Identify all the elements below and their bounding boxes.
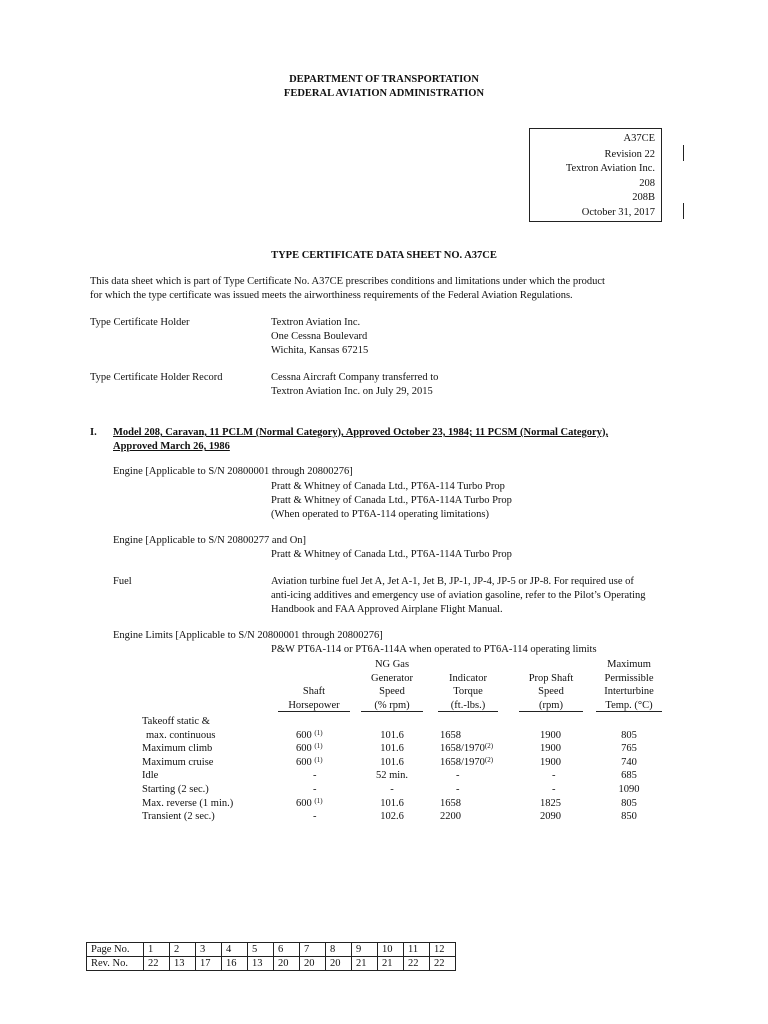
- id-box-number: A37CE: [623, 133, 655, 144]
- engine-limits-subtitle: P&W PT6A-114 or PT6A-114A when operated to PT6A-114 operating limits: [271, 644, 597, 655]
- agency-heading: FEDERAL AVIATION ADMINISTRATION: [283, 88, 485, 99]
- page-number-cell: 4: [222, 943, 248, 957]
- limit-row-ng: 101.6: [380, 730, 404, 741]
- page-number-cell: 1: [144, 943, 170, 957]
- limit-row-torque: [440, 798, 461, 809]
- header-prop: Prop Shaft: [528, 673, 574, 684]
- limit-row-prop: 1900: [540, 730, 561, 741]
- holder-line: Wichita, Kansas 67215: [271, 345, 369, 356]
- header-hp: Horsepower: [278, 700, 350, 712]
- torque-value: 1658/1970: [440, 743, 485, 754]
- limit-row-torque: [440, 730, 461, 741]
- holder-line: Textron Aviation Inc.: [271, 317, 361, 328]
- hp-value: -: [313, 770, 317, 781]
- header-prop: (rpm): [519, 700, 583, 712]
- torque-value: -: [456, 784, 460, 795]
- page-number-cell: 5: [248, 943, 274, 957]
- header-ng: Speed: [379, 686, 405, 697]
- limit-row-torque: [456, 784, 460, 795]
- torque-value: 1658/1970: [440, 757, 485, 768]
- limit-row-temp: 805: [621, 730, 637, 741]
- limit-row-label: Max. reverse (1 min.): [142, 798, 234, 809]
- fuel-line: anti-icing additives and emergency use of aviation gasoline, refer to the Pilot’s Operating: [271, 590, 646, 601]
- revision-number-cell: 13: [170, 957, 196, 971]
- torque-value: 2200: [440, 811, 461, 822]
- revision-number-row: [87, 957, 456, 971]
- header-torque: (ft.-lbs.): [438, 700, 498, 712]
- id-box-date: October 31, 2017: [581, 207, 655, 218]
- limit-row-temp: 805: [621, 798, 637, 809]
- revision-number-cell: 20: [274, 957, 300, 971]
- engine-1-line: (When operated to PT6A-114 operating limitations): [271, 509, 490, 520]
- header-prop: Speed: [538, 686, 564, 697]
- engine-2-label: Engine [Applicable to S/N 20800277 and On]: [113, 535, 307, 546]
- header-temp: Temp. (°C): [596, 700, 662, 712]
- limit-row-hp: [313, 811, 317, 822]
- limit-row-label: Takeoff static &: [142, 716, 210, 727]
- certificate-id-box: [529, 128, 662, 222]
- fuel-label: Fuel: [113, 576, 132, 587]
- limit-row-temp: 850: [621, 811, 637, 822]
- limit-row-prop: 1900: [540, 757, 561, 768]
- limit-row-hp: [296, 730, 323, 741]
- limit-row-torque: [440, 757, 493, 768]
- header-hp: Shaft: [302, 686, 326, 697]
- page-number-cell: 6: [274, 943, 300, 957]
- page-number-cell: 10: [378, 943, 404, 957]
- revision-number-cell: 22: [144, 957, 170, 971]
- limit-row-label: Idle: [142, 770, 159, 781]
- limit-row-temp: 1090: [618, 784, 640, 795]
- holder-label: Type Certificate Holder: [90, 317, 190, 328]
- revision-number-cell: 20: [326, 957, 352, 971]
- torque-value: -: [456, 770, 460, 781]
- header-ng: NG Gas: [374, 659, 410, 670]
- limit-row-ng: 102.6: [380, 811, 404, 822]
- limit-row-temp: 740: [621, 757, 637, 768]
- hp-value: -: [313, 784, 317, 795]
- limit-row-hp: [313, 770, 317, 781]
- revision-number-cell: 21: [378, 957, 404, 971]
- revision-number-cell: 17: [196, 957, 222, 971]
- revision-bar: [683, 203, 684, 219]
- id-box-model-1: 208: [639, 178, 655, 189]
- department-heading: DEPARTMENT OF TRANSPORTATION: [289, 74, 479, 85]
- limit-row-torque: [440, 811, 461, 822]
- hp-value: 600: [296, 743, 312, 754]
- footnote-ref: (2): [484, 756, 494, 764]
- revision-number-cell: 22: [404, 957, 430, 971]
- hp-value: 600: [296, 757, 312, 768]
- page-title: TYPE CERTIFICATE DATA SHEET NO. A37CE: [271, 250, 497, 261]
- id-box-revision: Revision 22: [604, 149, 655, 160]
- intro-line-1: This data sheet which is part of Type Certificate No. A37CE prescribes conditions and limitations under which the product: [90, 276, 605, 287]
- torque-value: 1658: [440, 798, 461, 809]
- page-number-row: [87, 943, 456, 957]
- page-number-cell: 11: [404, 943, 430, 957]
- limit-row-ng: 52 min.: [375, 770, 409, 781]
- holder-record-label: Type Certificate Holder Record: [90, 372, 223, 383]
- page-number-cell: 7: [300, 943, 326, 957]
- header-ng: Generator: [371, 673, 413, 684]
- footnote-ref: (2): [484, 742, 494, 750]
- revision-number-label: Rev. No.: [87, 957, 144, 971]
- header-temp: Permissible: [604, 673, 654, 684]
- engine-1-line: Pratt & Whitney of Canada Ltd., PT6A-114 Turbo Prop: [271, 481, 505, 492]
- limit-row-ng: 101.6: [380, 743, 404, 754]
- page-number-cell: 2: [170, 943, 196, 957]
- footnote-ref: (1): [314, 797, 323, 805]
- limit-row-label: Maximum cruise: [142, 757, 214, 768]
- hp-value: -: [313, 811, 317, 822]
- engine-1-line: Pratt & Whitney of Canada Ltd., PT6A-114A Turbo Prop: [271, 495, 512, 506]
- limit-row-prop: 1900: [540, 743, 561, 754]
- limit-row-torque: [440, 743, 493, 754]
- limit-row-label: Transient (2 sec.): [142, 811, 215, 822]
- engine-limits-label: Engine Limits [Applicable to S/N 20800001 through 20800276]: [113, 630, 383, 641]
- page-revision-table: [86, 942, 456, 971]
- revision-number-cell: 16: [222, 957, 248, 971]
- limit-row-hp: [313, 784, 317, 795]
- footnote-ref: (1): [314, 729, 323, 737]
- footnote-ref: (1): [314, 742, 323, 750]
- page-number-cell: 8: [326, 943, 352, 957]
- holder-line: One Cessna Boulevard: [271, 331, 368, 342]
- limit-row-label: Starting (2 sec.): [142, 784, 209, 795]
- hp-value: 600: [296, 798, 312, 809]
- header-temp: Maximum: [607, 659, 651, 670]
- revision-bar: [683, 145, 684, 161]
- id-box-holder: Textron Aviation Inc.: [565, 163, 655, 174]
- page-number-cell: 9: [352, 943, 378, 957]
- limit-row-prop: -: [552, 784, 556, 795]
- header-temp: Interturbine: [604, 686, 654, 697]
- header-ng: (% rpm): [361, 700, 423, 712]
- holder-record-line: Textron Aviation Inc. on July 29, 2015: [271, 386, 433, 397]
- limit-row-temp: 765: [621, 743, 637, 754]
- limit-row-hp: [296, 743, 323, 754]
- engine-2-line: Pratt & Whitney of Canada Ltd., PT6A-114A Turbo Prop: [271, 549, 512, 560]
- limit-row-ng: 101.6: [380, 798, 404, 809]
- limit-row-prop: 1825: [540, 798, 561, 809]
- limit-row-prop: -: [552, 770, 556, 781]
- limit-row-torque: [456, 770, 460, 781]
- fuel-line: Aviation turbine fuel Jet A, Jet A-1, Jet B, JP-1, JP-4, JP-5 or JP-8. For required use of: [271, 576, 634, 587]
- hp-value: 600: [296, 730, 312, 741]
- limit-row-label: max. continuous: [146, 730, 216, 741]
- engine-1-label: Engine [Applicable to S/N 20800001 through 20800276]: [113, 466, 353, 477]
- section-number: I.: [90, 427, 97, 438]
- limit-row-hp: [296, 757, 323, 768]
- id-box-model-2: 208B: [632, 192, 655, 203]
- fuel-line: Handbook and FAA Approved Airplane Flight Manual.: [271, 604, 503, 615]
- header-torque: Torque: [453, 686, 483, 697]
- limit-row-ng: -: [390, 784, 394, 795]
- torque-value: 1658: [440, 730, 461, 741]
- revision-number-cell: 20: [300, 957, 326, 971]
- limit-row-ng: 101.6: [380, 757, 404, 768]
- intro-line-2: for which the type certificate was issued meets the airworthiness requirements of the Federal Aviation Regulations.: [90, 290, 573, 301]
- footnote-ref: (1): [314, 756, 323, 764]
- revision-number-cell: 13: [248, 957, 274, 971]
- page-number-label: Page No.: [87, 943, 144, 957]
- holder-record-line: Cessna Aircraft Company transferred to: [271, 372, 439, 383]
- revision-number-cell: 22: [430, 957, 456, 971]
- header-torque: Indicator: [449, 673, 487, 684]
- page-number-cell: 3: [196, 943, 222, 957]
- limit-row-temp: 685: [621, 770, 637, 781]
- section-title-line-2: Approved March 26, 1986: [113, 441, 230, 452]
- limit-row-label: Maximum climb: [142, 743, 213, 754]
- page-number-cell: 12: [430, 943, 456, 957]
- section-title-line-1: Model 208, Caravan, 11 PCLM (Normal Category), Approved October 23, 1984; 11 PCSM (Normal Category),: [113, 427, 609, 438]
- revision-number-cell: 21: [352, 957, 378, 971]
- limit-row-hp: [296, 798, 323, 809]
- limit-row-prop: 2090: [540, 811, 561, 822]
